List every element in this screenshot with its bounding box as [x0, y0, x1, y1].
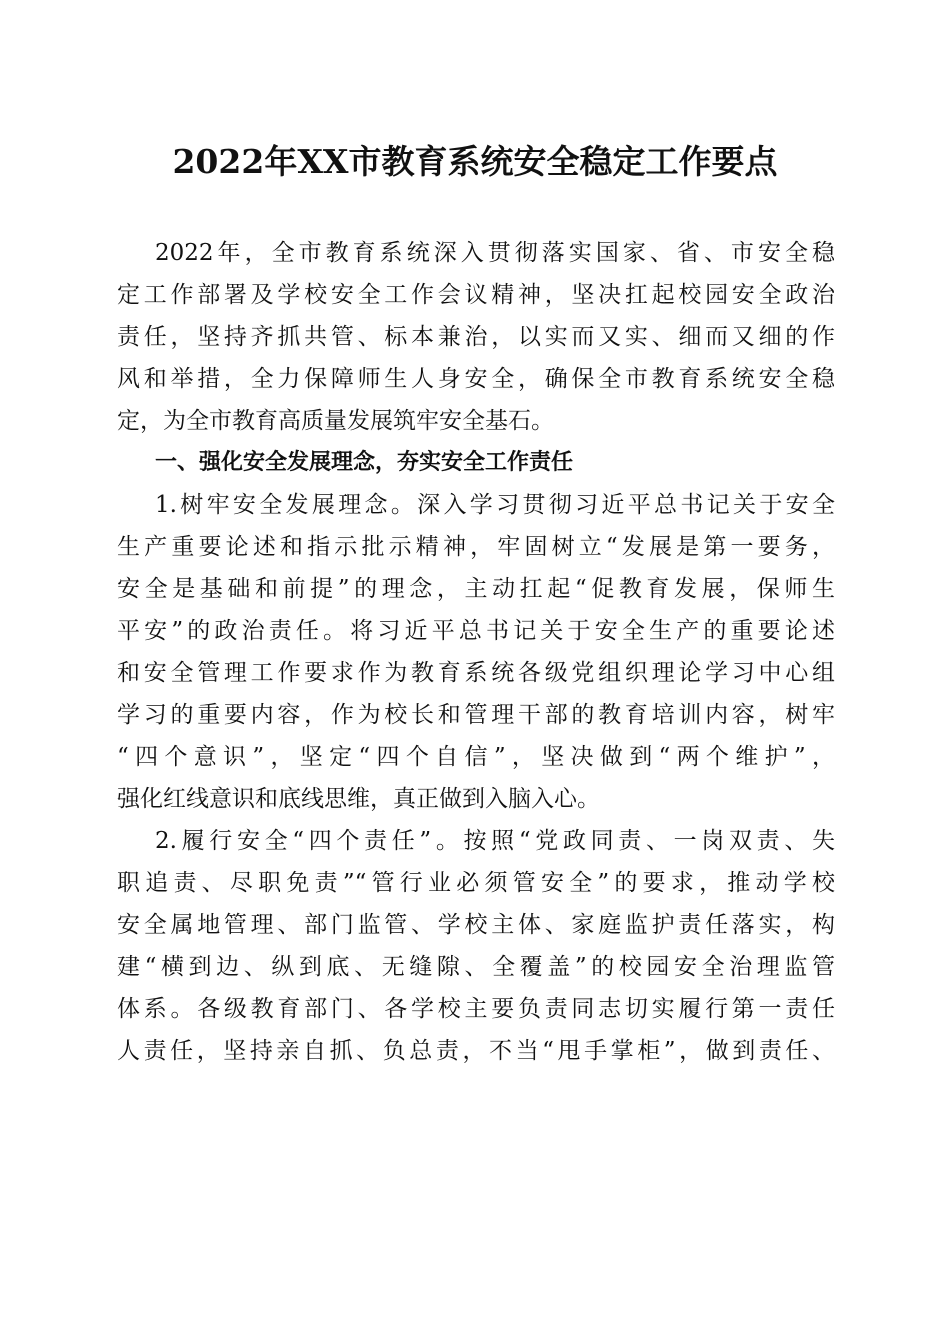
paragraph-line: 平安”的政治责任。将习近平总书记关于安全生产的重要论述	[117, 618, 835, 644]
intro-paragraph	[117, 232, 835, 442]
paragraph-line: 安全是基础和前提”的理念，主动扛起“促教育发展，保师生	[117, 576, 835, 602]
paragraph-line: 2022年，全市教育系统深入贯彻落实国家、省、市安全稳	[155, 240, 835, 266]
paragraph-line: 2.履行安全“四个责任”。按照“党政同责、一岗双责、失	[155, 828, 835, 854]
item1-paragraph	[117, 484, 835, 820]
paragraph-line: 人责任，坚持亲自抓、负总责，不当“甩手掌柜”，做到责任、	[117, 1038, 835, 1064]
section-heading: 一、强化安全发展理念，夯实安全工作责任	[155, 450, 574, 475]
paragraph-line: 安全属地管理、部门监管、学校主体、家庭监护责任落实，构	[117, 912, 835, 938]
paragraph-line: 生产重要论述和指示批示精神，牢固树立“发展是第一要务，	[117, 534, 835, 560]
paragraph-line: 强化红线意识和底线思维，真正做到入脑入心。	[117, 786, 600, 812]
document-body	[117, 232, 835, 1072]
paragraph-line: 建“横到边、纵到底、无缝隙、全覆盖”的校园安全治理监管	[117, 954, 835, 980]
paragraph-line: 和安全管理工作要求作为教育系统各级党组织理论学习中心组	[117, 660, 835, 686]
paragraph-line: “四个意识”，坚定“四个自信”，坚决做到“两个维护”，	[117, 744, 835, 770]
document-title: 2022年XX市教育系统安全稳定工作要点	[172, 142, 778, 181]
item2-paragraph	[117, 820, 835, 1072]
paragraph-line: 定工作部署及学校安全工作会议精神，坚决扛起校园安全政治	[117, 282, 835, 308]
paragraph-line: 责任，坚持齐抓共管、标本兼治，以实而又实、细而又细的作	[117, 324, 835, 350]
paragraph-line: 学习的重要内容，作为校长和管理干部的教育培训内容，树牢	[117, 702, 835, 728]
paragraph-line: 体系。各级教育部门、各学校主要负责同志切实履行第一责任	[117, 996, 835, 1022]
paragraph-line: 1.树牢安全发展理念。深入学习贯彻习近平总书记关于安全	[155, 492, 835, 518]
paragraph-line: 定，为全市教育高质量发展筑牢安全基石。	[117, 408, 554, 434]
paragraph-line: 风和举措，全力保障师生人身安全，确保全市教育系统安全稳	[117, 366, 835, 392]
paragraph-line: 职追责、尽职免责”“管行业必须管安全”的要求，推动学校	[117, 870, 835, 896]
